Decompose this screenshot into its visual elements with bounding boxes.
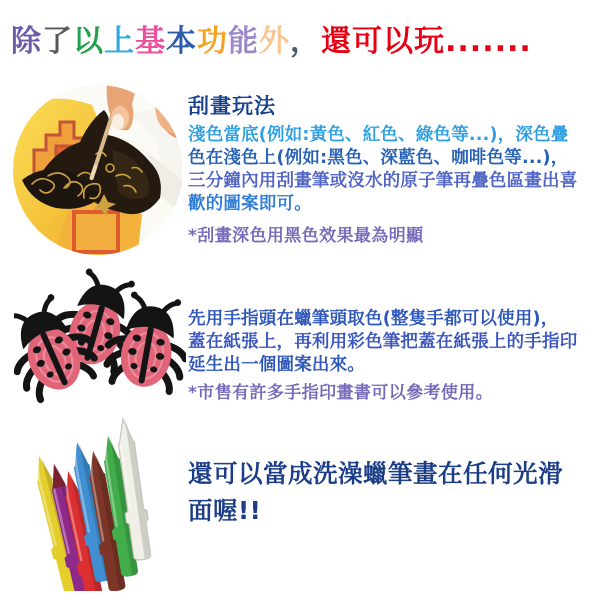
scratch-art-photo [12,80,182,262]
bath-section-text [188,455,588,529]
title-segment-3: 上 [104,24,135,59]
fingerprint-line-0: 先用手指頭在蠟筆頭取色(整隻手都可以使用)， [188,309,559,329]
scratch-line-0: 淺色當底(例如:黃色、紅色、綠色等...)，深色疊 [188,125,569,145]
bath-line-1: 面喔!! [188,496,262,525]
title-segment-5: 本 [166,24,197,59]
scratch-section-heading: 刮畫玩法 [188,94,276,118]
title-segment-10: 還可以玩....... [321,24,532,59]
title-segment-6: 功 [197,24,228,59]
bath-crayons-image [20,416,175,591]
scratch-section-paragraph [188,124,598,216]
title-segment-4: 基 [135,24,166,59]
scratch-line-2: 三分鐘內用刮畫筆或沒水的原子筆再疊色區畫出喜 [188,171,578,191]
fingerprint-line-2: 延生出一個圖案出來。 [188,355,365,375]
fingerprint-section-paragraph [188,308,598,377]
fingerprint-section-note: *市售有許多手指印畫書可以參考使用。 [188,383,494,403]
scratch-section-note: *刮畫深色用黑色效果最為明顯 [188,226,424,246]
scratch-line-3: 歡的圖案即可。 [188,194,312,214]
page-title [11,16,596,60]
title-segment-2: 以 [73,24,104,59]
title-segment-9: ， [290,24,321,59]
title-segment-0: 除 [11,24,42,59]
fingerprint-ladybugs-image [14,262,186,412]
title-segment-1: 了 [42,24,73,59]
fingerprint-line-1: 蓋在紙張上，再利用彩色筆把蓋在紙張上的手指印 [188,332,578,352]
bath-line-0: 還可以當成洗澡蠟筆畫在任何光滑 [188,459,563,488]
title-segment-7: 能 [228,24,259,59]
title-segment-8: 外 [259,24,290,59]
scratch-line-1: 色在淺色上(例如:黑色、深藍色、咖啡色等...)， [188,148,569,168]
